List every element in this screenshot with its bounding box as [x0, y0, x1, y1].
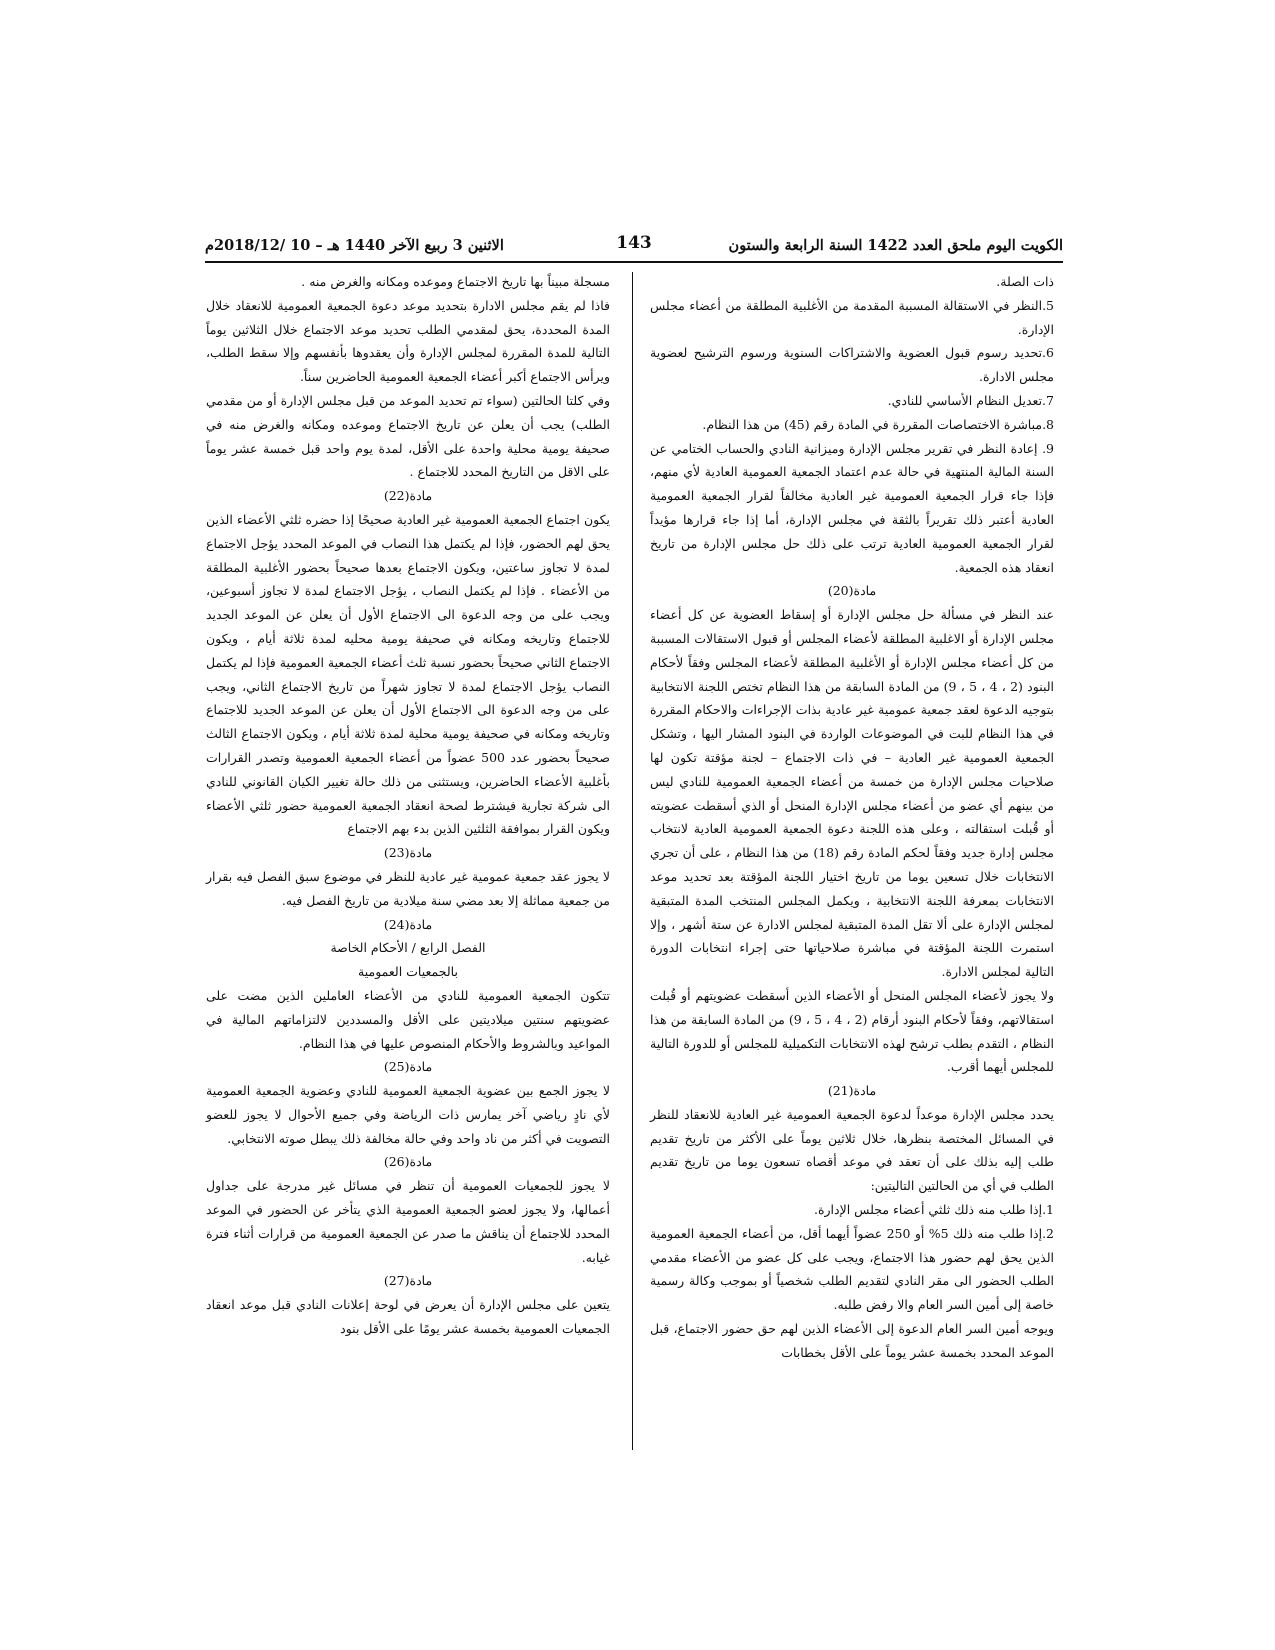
paragraph: لا يجوز عقد جمعية عمومية غير عادية للنظر في موضوع سبق الفصل فيه بقرار من جمعية مماثلة إلا بعد مضي سنة ميلادية من تاريخ الفصل فيه. [206, 868, 610, 908]
list-item: 6.تحديد رسوم قبول العضوية والاشتراكات السنوية ورسوم الترشيح لعضوية مجلس الادارة. [650, 345, 1054, 385]
article-heading: مادة(24) [383, 916, 433, 932]
header-divider [205, 261, 1063, 263]
paragraph: لا يجوز الجمع بين عضوية الجمعية العمومية للنادي وعضوية الجمعية العمومية لأي نادٍ رياضي آخر يمارس ذات الرياضة وفي جميع الأحوال لا يجوز للعضو التصويت في أكثر من ناد واحد وفي حالة مخالفة ذلك يبطل صوته الانتخابي. [206, 1083, 610, 1146]
paragraph: ويوجه أمين السر العام الدعوة إلى الأعضاء الذين لهم حق حضور الاجتماع، قبل الموعد المحدد بخمسة عشر يوماً على الأقل بخطابات [650, 1321, 1054, 1360]
paragraph: لا يجوز للجمعيات العمومية أن تنظر في مسائل غير مدرجة على جداول أعمالها، ولا يجوز لعضو الجمعية العمومية الذي يتأخر عن الحضور في الموعد المحدد للاجتماع أن يناقش ما صدر عن الجمعية العمومية من قرارات أثناء فترة غيابه. [206, 1178, 610, 1265]
page-header [205, 233, 1063, 259]
article-heading: مادة(25) [383, 1059, 433, 1075]
paragraph: تتكون الجمعية العمومية للنادي من الأعضاء العاملين الذين مضت على عضويتهم سنتين ميلاديتين على الأقل والمسددين لالتزاماتهم المالية في المواعيد وبالشروط والأحكام المنصوص عليها في هذا النظام. [206, 987, 610, 1051]
list-item: 9. إعادة النظر في تقرير مجلس الإدارة وميزانية النادي والحساب الختامي عن السنة المالية المنتهية في حالة عدم اعتماد الجمعية العمومية العادية لأي منهم، فإذا جاء قرار الجمعية العمومية غير العادية مخالفاً لقرار الجمعية العمومية العادية أعتبر ذلك تقريراً بالثقة في مجلس الإدارة، أما إذا جاء قرارها مؤيداً لقرار الجمعية العمومية العادية ترتب على ذلك حل مجلس الإدارة من تاريخ انعقاد هذه الجمعية. [650, 440, 1054, 575]
paragraph: فاذا لم يقم مجلس الادارة بتحديد موعد دعوة الجمعية العمومية للانعقاد خلال المدة المحددة، يحق لمقدمي الطلب تحديد موعد الاجتماع خلال الثلاثين يوماً التالية للمدة المقررة لمجلس الإدارة وأن يعقدوها بأنفسهم وإلا سقط الطلب، ويرأس الاجتماع أكبر أعضاء الجمعية العمومية الحاضرين سناً. [206, 297, 610, 385]
list-item: 2.إذا طلب منه ذلك 5% أو 250 عضواً أيهما أقل، من أعضاء الجمعية العمومية الذين يحق لهم حضور هذا الاجتماع، ويجب على كل عضو من الأعضاء مقدمي الطلب الحضور الى مقر النادي لتقديم الطلب شخصياً أو بموجب وكالة رسمية خاصة إلى أمين السر العام والا رفض طلبه. [650, 1225, 1054, 1313]
paragraph: ولا يجوز لأعضاء المجلس المنحل أو الأعضاء الذين أسقطت عضويتهم أو قُبلت استقالاتهم، وفقاً لأحكام البنود أرقام (2 ، 4 ، 5 ، 9) من المادة السابقة من هذا النظام ، التقدم بطلب ترشح لهذه الانتخابات التكميلية للمجلس أو للدورة التالية للمجلس أيهما أقرب. [650, 987, 1055, 1075]
article-heading: مادة(26) [383, 1154, 433, 1170]
list-item: 7.تعديل النظام الأساسي للنادي. [887, 392, 1054, 408]
chapter-heading: الفصل الرابع / الأحكام الخاصة [330, 940, 486, 956]
paragraph: يتعين على مجلس الإدارة أن يعرض في لوحة إعلانات النادي قبل موعد انعقاد الجمعيات العمومية بخمسة عشر يومًا على الأقل بنود [206, 1297, 610, 1337]
issue-date: الاثنين 3 ربيع الآخر 1440 هـ – 10 /2018/12م [205, 237, 504, 254]
article-heading: مادة(20) [827, 583, 877, 599]
article-heading: مادة(21) [827, 1083, 877, 1099]
paragraph: عند النظر في مسألة حل مجلس الإدارة أو إسقاط العضوية عن كل أعضاء مجلس الإدارة أو الاغلبية المطلقة لأعضاء المجلس أو قبول الاستقالات المسببة من كل أعضاء مجلس الإدارة أو الأغلبية المطلقة لأعضاء المجلس وفقاً لأحكام البنود (2 ، 4 ، 5 ، 9) من المادة السابقة من هذا النظام تختص اللجنة الانتخابية بتوجيه الدعوة لعقد جمعية عمومية غير عادية بذات الإجراءات والاحكام المقررة في هذا النظام للبت في الموضوعات الواردة في البنود المشار اليها ، وتشكل الجمعية العمومية غير العادية – في ذات الاجتماع – لجنة مؤقتة تكون لها صلاحيات مجلس الإدارة من خمسة من أعضاء الجمعية العمومية للنادي ليس من بينهم أي عضو من أعضاء مجلس الإدارة المنحل أو الذي أسقطت عضويته أو قُبلت استقالته ، وعلى هذه اللجنة دعوة الجمعية العمومية العادية لانتخاب مجلس إدارة جديد وفقاً لحكم المادة رقم (18) من هذا النظام ، على أن تجري الانتخابات خلال تسعين يوما من تاريخ اختيار اللجنة المؤقتة بعد تحديد موعد الانتخابات بمعرفة اللجنة الانتخابية ، ويكمل المجلس المنتخب المدة المتبقية لمجلس الإدارة على ألا تقل المدة المتبقية لمجلس الادارة عن ستة أشهر ، وإلا استمرت اللجنة المؤقتة في مباشرة صلاحياتها حتى إجراء انتخابات الدورة التالية لمجلس الادارة. [650, 607, 1055, 980]
chapter-subheading: بالجمعيات العمومية [358, 964, 458, 980]
list-item: 1.إذا طلب منه ذلك ثلثي أعضاء مجلس الإدارة. [814, 1202, 1054, 1218]
page-number: 143 [616, 233, 652, 253]
list-item: 5.النظر في الاستقالة المسببة المقدمة من الأغلبية المطلقة من أعضاء مجلس الإدارة. [650, 297, 1054, 337]
paragraph: ذات الصلة. [996, 274, 1054, 289]
article-heading: مادة(27) [383, 1273, 433, 1289]
column-divider [632, 272, 633, 1450]
paragraph: وفي كلتا الحالتين (سواء تم تحديد الموعد من قبل مجلس الإدارة أو من مقدمي الطلب) يجب أن يعلن عن تاريخ الاجتماع وموعده ومكانه والغرض منه في صحيفة يومية محلية واحدة على الأقل، لمدة يوم واحد قبل خمسة عشر يوماً على الاقل من التاريخ المحدد للاجتماع . [206, 392, 610, 480]
article-heading: مادة(23) [383, 845, 433, 861]
right-column [650, 270, 1054, 1365]
left-column [206, 270, 610, 1341]
paragraph: يحدد مجلس الإدارة موعداً لدعوة الجمعية العمومية غير العادية للانعقاد للنظر في المسائل المختصة بنظرها، خلال ثلاثين يوماً على الأكثر من تاريخ تقديم طلب إليه بذلك على أن تعقد في موعد أقصاه تسعون يوما من تاريخ تقديم الطلب في أي من الحالتين التاليتين: [650, 1106, 1054, 1194]
gazette-issue-info: الكويت اليوم ملحق العدد 1422 السنة الرابعة والستون [728, 237, 1063, 254]
paragraph: يكون اجتماع الجمعية العمومية غير العادية صحيحًا إذا حضره ثلثي الأعضاء الذين يحق لهم الحضور، فإذا لم يكتمل هذا النصاب في الموعد المحدد يؤجل الاجتماع لمدة لا تجاوز ساعتين، ويكون الاجتماع بعدها صحيحاً بحضور الأغلبية المطلقة من الأعضاء . فإذا لم يكتمل النصاب ، يؤجل الاجتماع لمدة لا تجاوز أسبوعين، ويجب على من وجه الدعوة الى الاجتماع الأول أن يعلن عن الموعد الجديد للاجتماع وتاريخه ومكانه في صحيفة يومية محليه لمدة ثلاثة أيام ، ويكون الاجتماع الثاني صحيحاً بحضور نسبة ثلث أعضاء الجمعية العمومية فإذا لم يكتمل النصاب يؤجل الاجتماع لمدة لا تجاوز شهراً من تاريخ الاجتماع الثاني، ويجب على من وجه الدعوة الى الاجتماع الأول أن يعلن عن الموعد الجديد للاجتماع وتاريخه ومكانه في صحيفة يومية محلية لمدة ثلاثة أيام ، ويكون الاجتماع الثالث صحيحاً بحضور عدد 500 عضواً من أعضاء الجمعية العمومية وتصدر القرارات بأغلبية الأعضاء الحاضرين، ويستثنى من ذلك حالة تغيير الكيان القانوني للنادي الى شركة تجارية فيشترط لصحة انعقاد الجمعية العمومية حضور ثلثي الأعضاء ويكون القرار بموافقة الثلثين الذين بدء بهم الاجتماع [206, 511, 610, 837]
list-item: 8.مباشرة الاختصاصات المقررة في المادة رقم (45) من هذا النظام. [702, 416, 1054, 432]
article-heading: مادة(22) [383, 488, 433, 504]
paragraph: مسجلة مبيناً بها تاريخ الاجتماع وموعده ومكانه والغرض منه . [301, 274, 610, 289]
